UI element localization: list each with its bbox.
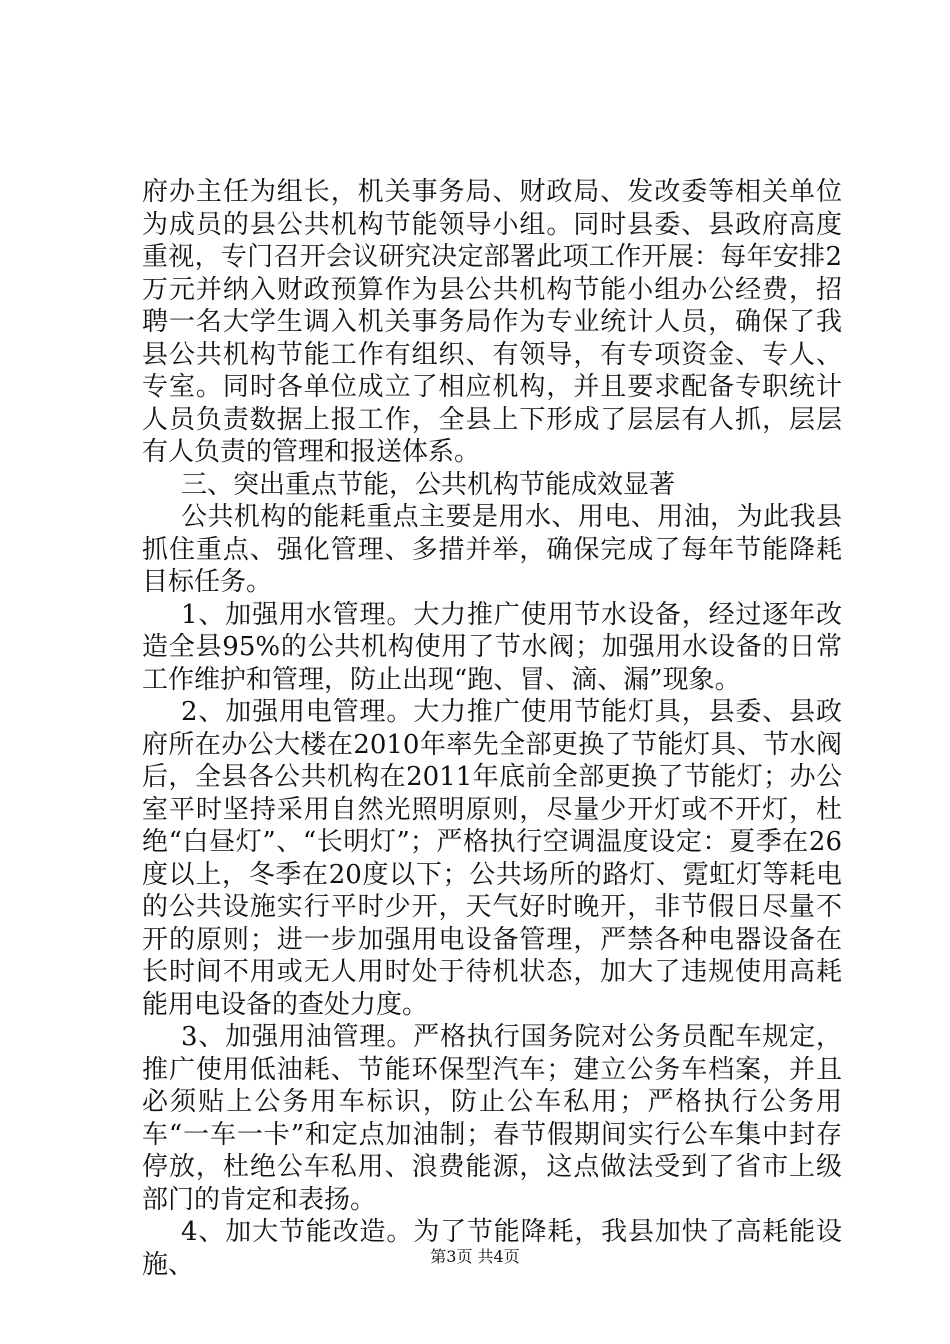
document-body (142, 176, 842, 1281)
energy-retrofit-paragraph: 4、加大节能改造。为了节能降耗，我县加快了高耗能设施、 (142, 1217, 842, 1280)
body-paragraph: 府办主任为组长，机关事务局、财政局、发改委等相关单位为成员的县公共机构节能领导小组。同时县委、县政府高度重视，专门召开会议研究决定部署此项工作开展：每年安排2万元并纳入财政预算作为县公共机构节能小组办公经费，招聘一名大学生调入机关事务局作为专业统计人员，确保了我县公共机构节能工作有组织、有领导，有专项资金、专人、专室。同时各单位成立了相应机构，并且要求配备专职统计人员负责数据上报工作，全县上下形成了层层有人抓，层层有人负责的管理和报送体系。 (142, 177, 842, 467)
page-number-footer: 第3页 共4页 (430, 1247, 520, 1266)
electricity-management-paragraph: 2、加强用电管理。大力推广使用节能灯具，县委、县政府所在办公大楼在2010年率先全部更换了节能灯具、节水阀后，全县各公共机构在2011年底前全部更换了节能灯；办公室平时坚持采用自然光照明原则，尽量少开灯或不开灯，杜绝“白昼灯”、“长明灯”；严格执行空调温度设定：夏季在26度以上，冬季在20度以下；公共场所的路灯、霓虹灯等耗电的公共设施实行平时少开，天气好时晚开，非节假日尽量不开的原则；进一步加强用电设备管理，严禁各种电器设备在长时间不用或无人用时处于待机状态，加大了违规使用高耗能用电设备的查处力度。 (142, 697, 842, 1020)
section-heading: 三、突出重点节能，公共机构节能成效显著 (181, 469, 676, 500)
body-paragraph: 公共机构的能耗重点主要是用水、用电、用油，为此我县抓住重点、强化管理、多措并举，确保完成了每年节能降耗目标任务。 (142, 502, 842, 597)
fuel-management-paragraph: 3、加强用油管理。严格执行国务院对公务员配车规定，推广使用低油耗、节能环保型汽车；建立公务车档案，并且必须贴上公务用车标识，防止公车私用；严格执行公务用车“一车一卡”和定点加油制；春节假期间实行公车集中封存停放，杜绝公车私用、浪费能源，这点做法受到了省市上级部门的肯定和表扬。 (142, 1022, 842, 1215)
water-management-paragraph: 1、加强用水管理。大力推广使用节水设备，经过逐年改造全县95%的公共机构使用了节水阀；加强用水设备的日常工作维护和管理，防止出现“跑、冒、滴、漏”现象。 (142, 599, 842, 695)
